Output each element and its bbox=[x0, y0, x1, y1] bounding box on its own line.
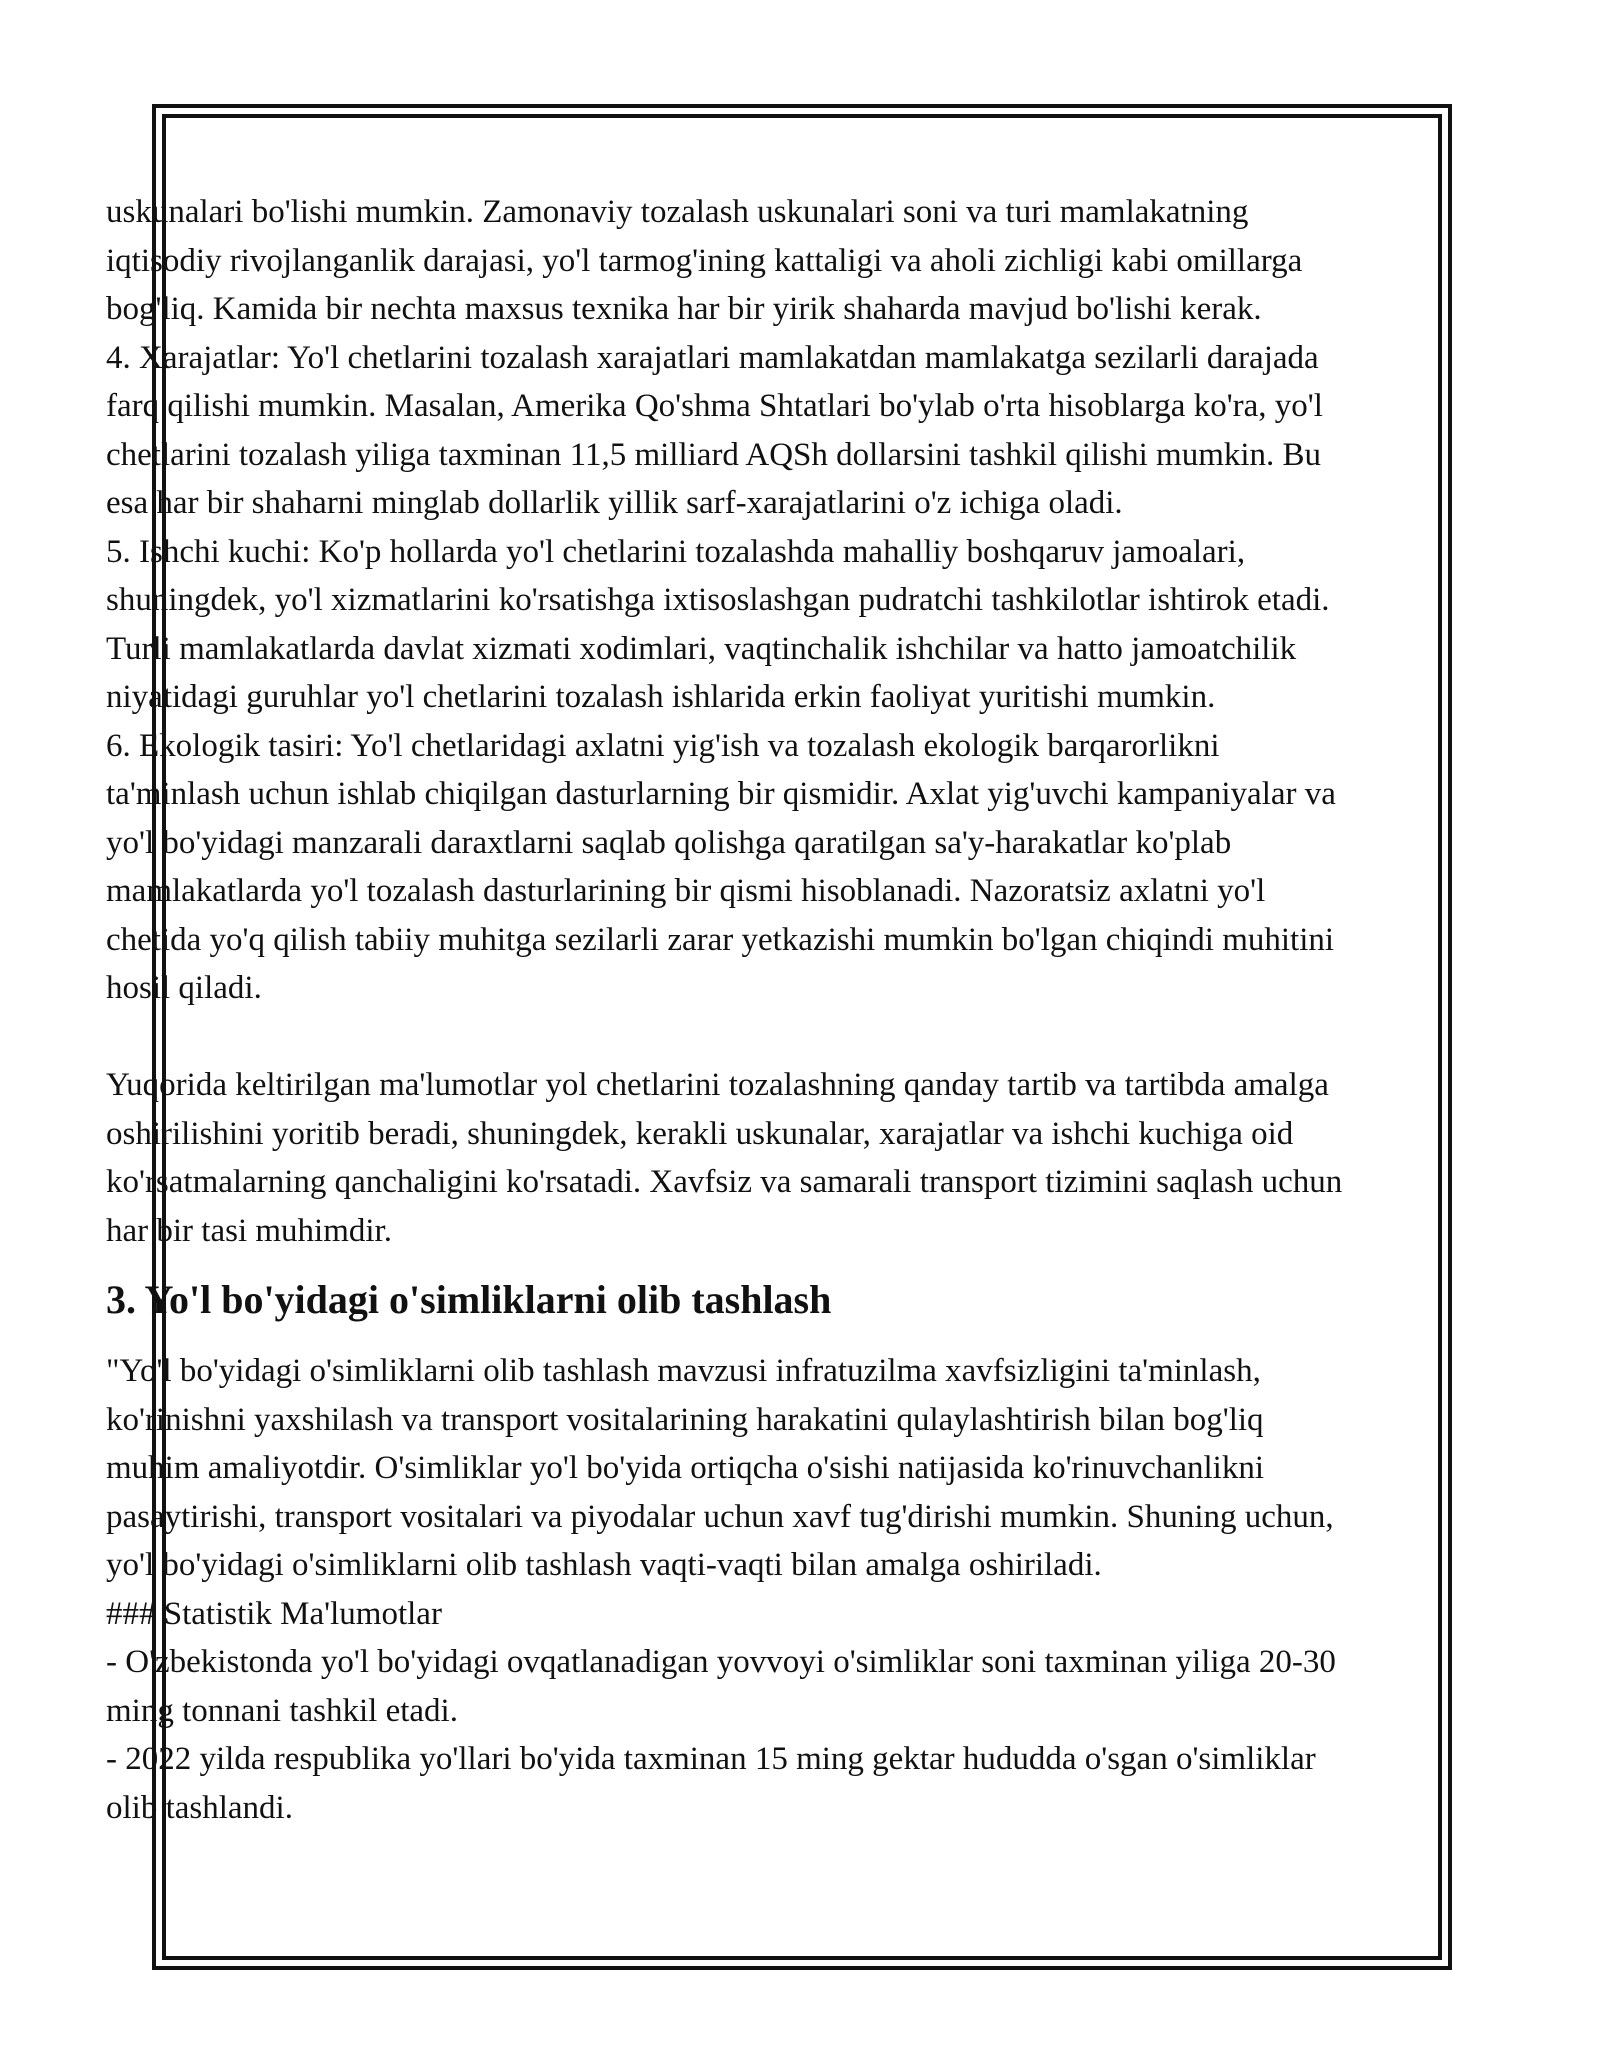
text-line: 5. Ishchi kuchi: Ko'p hollarda yo'l chetlarini tozalashda mahalliy boshqaruv jamoalari, bbox=[106, 533, 1246, 570]
text-line: yo'l bo'yidagi o'simliklarni olib tashlash vaqti-vaqti bilan amalga oshiriladi. bbox=[106, 1547, 1102, 1583]
text-line: olib tashlandi. bbox=[106, 1789, 293, 1826]
text-line: hosil qiladi. bbox=[106, 970, 262, 1006]
summary-paragraph bbox=[106, 1061, 1506, 1255]
statistics-item: - O'zbekistonda yo'l bo'yidagi ovqatlanadigan yovvoyi o'simliklar soni taxminan yiliga 20-30 bbox=[106, 1644, 1336, 1680]
text-line: ko'rinishni yaxshilash va transport vositalarining harakatini qulaylashtirish bilan bog'liq bbox=[106, 1401, 1264, 1438]
statistics-subheading: ### Statistik Ma'lumotlar bbox=[106, 1595, 442, 1632]
text-line: Yuqorida keltirilgan ma'lumotlar yol chetlarini tozalashning qanday tartib va tartibda amalga bbox=[106, 1067, 1329, 1103]
text-line: farq qilishi mumkin. Masalan, Amerika Qo'shma Shtatlari bo'ylab o'rta hisoblarga ko'ra, yo'l bbox=[106, 388, 1323, 424]
text-line: pasaytirishi, transport vositalari va piyodalar uchun xavf tug'dirishi mumkin. Shuning uchun, bbox=[106, 1498, 1334, 1535]
document-body bbox=[106, 188, 1506, 1832]
text-line: 4. Xarajatlar: Yo'l chetlarini tozalash xarajatlari mamlakatdan mamlakatga sezilarli darajada bbox=[106, 339, 1319, 376]
statistics-item: - 2022 yilda respublika yo'llari bo'yida taxminan 15 ming gektar hududda o'sgan o'simliklar bbox=[106, 1741, 1316, 1777]
text-line: iqtisodiy rivojlanganlik darajasi, yo'l tarmog'ining kattaligi va aholi zichligi kabi omillarga bbox=[106, 242, 1303, 279]
text-line: chetida yo'q qilish tabiiy muhitga sezilarli zarar yetkazishi mumkin bo'lgan chiqindi muhitini bbox=[106, 921, 1335, 958]
text-line: niyatidagi guruhlar yo'l chetlarini tozalash ishlarida erkin faoliyat yuritishi mumkin. bbox=[106, 679, 1216, 715]
text-line: oshirilishini yoritib beradi, shuningdek, kerakli uskunalar, xarajatlar va ishchi kuchiga oid bbox=[106, 1115, 1294, 1152]
text-line: 6. Ekologik tasiri: Yo'l chetlaridagi axlatni yig'ish va tozalash ekologik barqarorlikni bbox=[106, 727, 1220, 764]
body-paragraph-equipment-costs-labor-ecology bbox=[106, 188, 1506, 1013]
text-line: "Yo'l bo'yidagi o'simliklarni olib tashlash mavzusi infratuzilma xavfsizligini ta'minlash, bbox=[106, 1353, 1261, 1389]
text-line: bog'liq. Kamida bir nechta maxsus texnika har bir yirik shaharda mavjud bo'lishi kerak. bbox=[106, 291, 1262, 327]
text-line: chetlarini tozalash yiliga taxminan 11,5 milliard AQSh dollarsini tashkil qilishi mumkin. Bu bbox=[106, 436, 1322, 473]
text-line: ming tonnani tashkil etadi. bbox=[106, 1692, 458, 1729]
text-line: esa har bir shaharni minglab dollarlik yillik sarf-xarajatlarini o'z ichiga oladi. bbox=[106, 485, 1123, 521]
text-line: mamlakatlarda yo'l tozalash dasturlarining bir qismi hisoblanadi. Nazoratsiz axlatni yo'l bbox=[106, 873, 1266, 909]
text-line: Turli mamlakatlarda davlat xizmati xodimlari, vaqtinchalik ishchilar va hatto jamoatchilik bbox=[106, 630, 1297, 667]
text-line: muhim amaliyotdir. O'simliklar yo'l bo'yida ortiqcha o'sishi natijasida ko'rinuvchanlikni bbox=[106, 1450, 1264, 1486]
text-line: yo'l bo'yidagi manzarali daraxtlarni saqlab qolishga qaratilgan sa'y-harakatlar ko'plab bbox=[106, 824, 1232, 861]
section-heading: 3. Yo'l bo'yidagi o'simliklarni olib tashlash bbox=[106, 1277, 832, 1322]
text-line: har bir tasi muhimdir. bbox=[106, 1212, 392, 1249]
vegetation-removal-paragraph bbox=[106, 1347, 1506, 1832]
text-line: uskunalari bo'lishi mumkin. Zamonaviy tozalash uskunalari soni va turi mamlakatning bbox=[106, 194, 1249, 230]
text-line: ko'rsatmalarning qanchaligini ko'rsatadi. Xavfsiz va samarali transport tizimini saqlash uchun bbox=[106, 1164, 1343, 1200]
text-line: ta'minlash uchun ishlab chiqilgan dasturlarning bir qismidir. Axlat yig'uvchi kampaniyalar va bbox=[106, 776, 1336, 812]
text-line: shuningdek, yo'l xizmatlarini ko'rsatishga ixtisoslashgan pudratchi tashkilotlar ishtirok etadi. bbox=[106, 582, 1330, 618]
